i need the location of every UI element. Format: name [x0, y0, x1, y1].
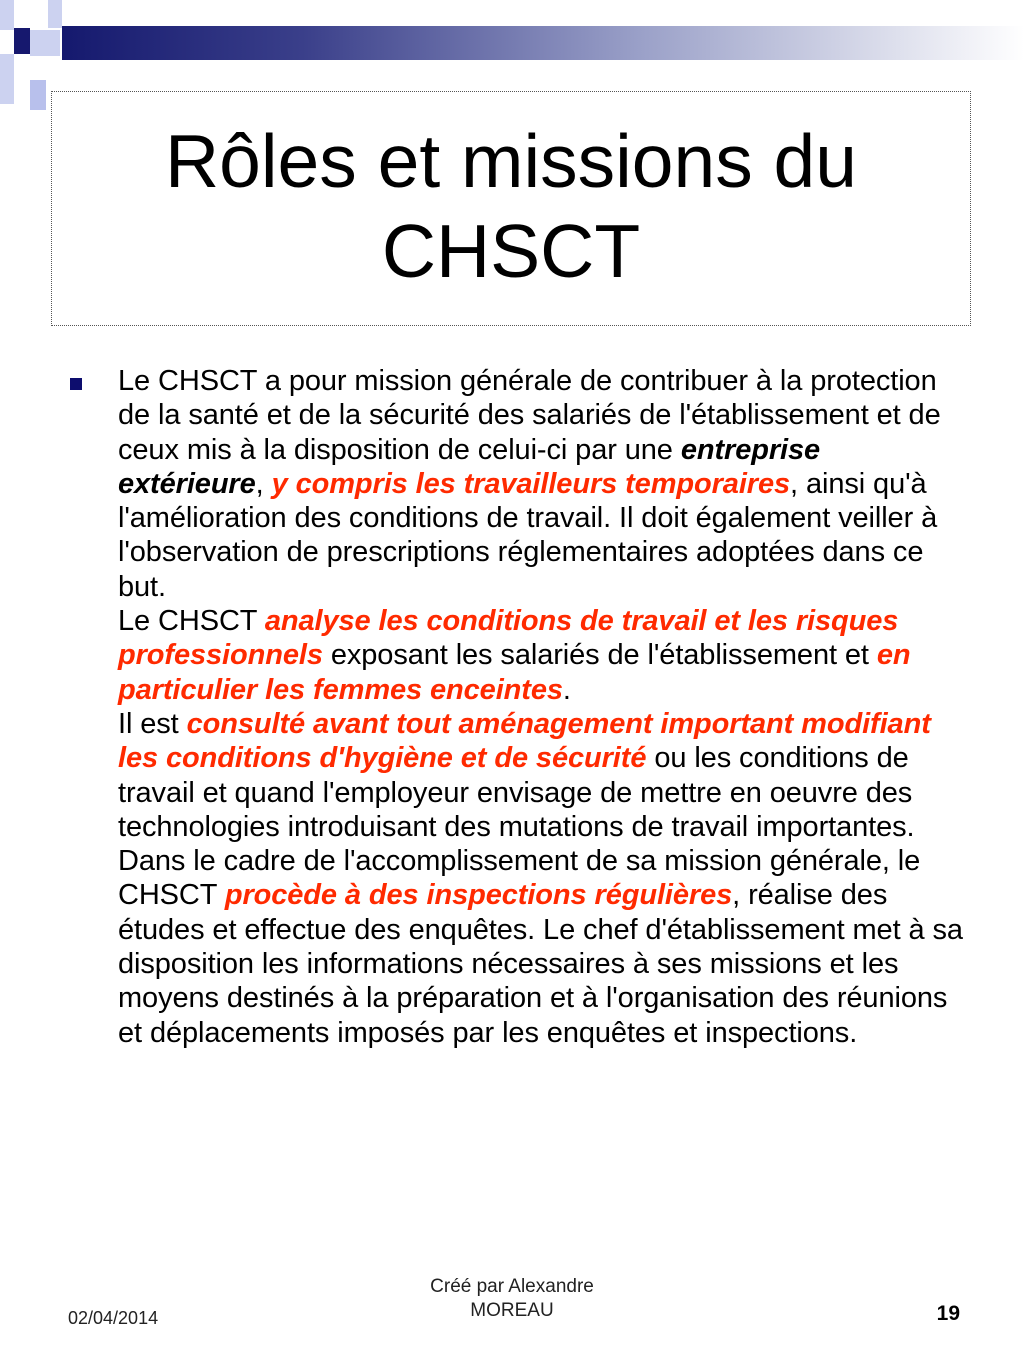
text-run: Le CHSCT	[118, 605, 265, 638]
slide-number: 19	[936, 1302, 960, 1325]
emphasis-text: entreprise extérieure	[118, 433, 821, 500]
slide-title: Rôles et missions du CHSCT	[165, 118, 857, 293]
corner-decoration-square	[30, 30, 60, 56]
text-run: exposant les salariés de l'établissement et	[322, 639, 877, 672]
bullet-text	[118, 364, 970, 1050]
text-run: , ainsi qu'à l'amélioration des conditions de travail. Il doit également veiller à l'observation de prescriptions réglementaires adoptées dans ce but.	[118, 467, 938, 603]
footer-author-line: MOREAU	[470, 1300, 554, 1321]
corner-decoration-square	[48, 0, 62, 28]
highlight-text: en particulier les femmes enceintes	[118, 639, 911, 706]
highlight-text: analyse les conditions de travail et les risques professionnels	[118, 605, 899, 672]
corner-decoration-square	[30, 80, 46, 110]
square-bullet-icon	[70, 378, 82, 390]
text-run: .	[562, 673, 571, 706]
text-run: Dans le cadre de l'accomplissement de sa mission générale, le CHSCT	[118, 845, 921, 912]
highlight-text: consulté avant tout aménagement important modifiant les conditions d'hygiène et de sécurité	[118, 707, 931, 775]
corner-decoration-square	[30, 0, 48, 30]
header-gradient-bar	[62, 26, 1024, 60]
corner-decoration-square	[14, 28, 30, 54]
footer-author	[392, 1275, 632, 1323]
text-run: ou les conditions de travail et quand l'employeur envisage de mettre en oeuvre des technologies introduisant des mutations de travail importantes.	[118, 742, 915, 843]
title-placeholder[interactable]	[51, 91, 971, 326]
corner-decoration-square	[0, 54, 14, 104]
text-run: , réalise des études et effectue des enquêtes. Le chef d'établissement met à sa disposition les informations nécessaires à ses missions et les moyens destinés à la préparation et à l'organisation des réunions et déplacements imposés par les enquêtes et inspections.	[118, 879, 963, 1049]
text-run: Le CHSCT a pour mission générale de contribuer à la protection de la santé et de la sécurité des salariés de l'établissement et de ceux mis à la disposition de celui-ci par une	[118, 365, 941, 466]
text-run: Il est	[118, 707, 187, 740]
highlight-text: y compris les travailleurs temporaires	[271, 467, 791, 500]
text-run: ,	[255, 467, 272, 500]
slide-body[interactable]	[70, 364, 970, 1050]
footer-author-line: Créé par Alexandre	[430, 1276, 594, 1297]
footer-date: 02/04/2014	[68, 1308, 159, 1328]
highlight-text: procède à des inspections régulières	[224, 879, 733, 912]
bullet-item	[70, 364, 970, 1050]
corner-decoration-square	[0, 0, 14, 30]
